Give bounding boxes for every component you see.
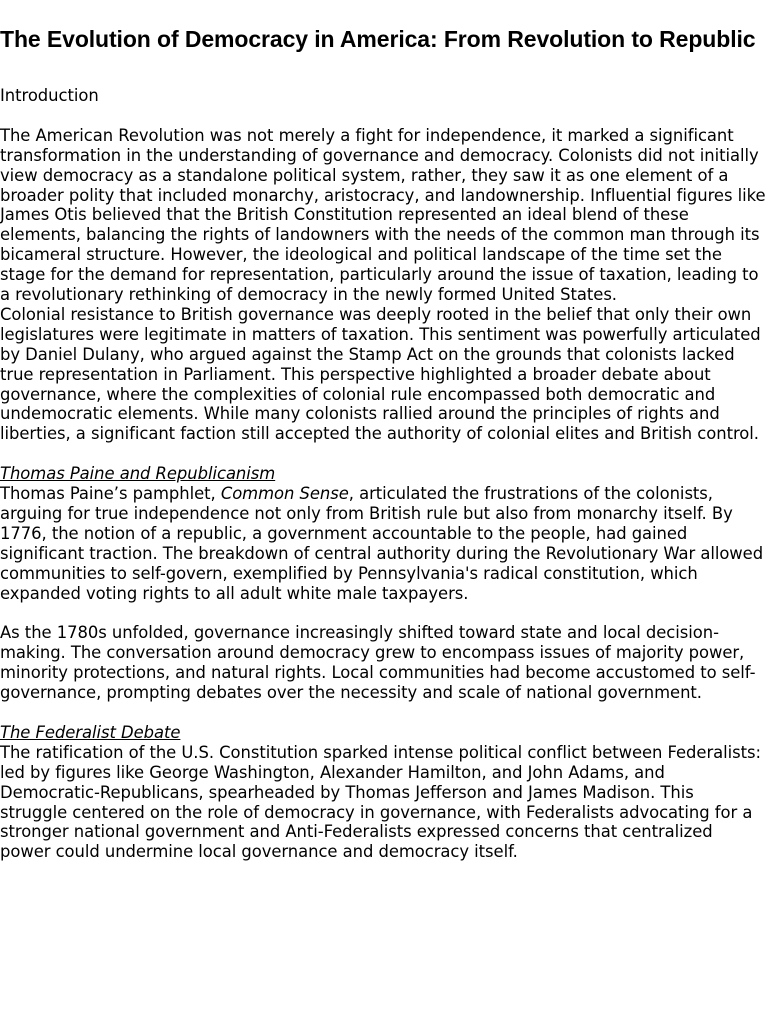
paine-text-before: Thomas Paine’s pamphlet, [0, 484, 221, 504]
section-heading-federalist: The Federalist Debate [0, 722, 181, 742]
intro-heading: Introduction [0, 86, 99, 105]
spacer [0, 604, 766, 624]
paine-paragraph-1 [0, 484, 766, 603]
intro-paragraph-1: The American Revolution was not merely a fight for independence, it marked a significant transformation in the understanding of governance and democracy. Colonists did not initially view democracy as a standalone political system, rather, they saw it as one element of a broader polity that included monarchy, aristocracy, and landownership. Influential figures like James Otis believed that the British Constitution represented an ideal blend of these elements, balancing the rights of landowners with the needs of the common man through its bicameral structure. However, the ideological and political landscape of the time set the stage for the demand for representation, particularly around the issue of taxation, leading to a revolutionary rethinking of democracy in the newly formed United States. [0, 125, 766, 305]
document-body [0, 86, 766, 862]
section-heading-paine: Thomas Paine and Republicanism [0, 464, 276, 484]
spacer [0, 444, 766, 464]
intro-paragraph-2: Colonial resistance to British governance was deeply rooted in the belief that only their own legislatures were legitimate in matters of taxation. This sentiment was powerfully articulated by Daniel Dulany, who argued against the Stamp Act on the grounds that colonists lacked true representation in Parliament. This perspective highlighted a broader debate about governance, where the complexities of colonial rule encompassed both democratic and undemocratic elements. While many colonists rallied around the principles of rights and liberties, a significant faction still accepted the authority of colonial elites and British control. [0, 304, 761, 444]
paine-paragraph-2: As the 1780s unfolded, governance increasingly shifted toward state and local decision-making. The conversation around democracy grew to encompass issues of majority power, minority protections, and natural rights. Local communities had become accustomed to self-governance, prompting debates over the necessity and scale of national government. [0, 623, 756, 703]
spacer [0, 106, 766, 126]
spacer [0, 703, 766, 723]
federalist-paragraph-1: The ratification of the U.S. Constitution sparked intense political conflict between Federalists: led by figures like George Washington, Alexander Hamilton, and John Adams, and Democratic-Republicans, spearheaded by Thomas Jefferson and James Madison. This struggle centered on the role of democracy in governance, with Federalists advocating for a stronger national government and Anti-Federalists expressed concerns that centralized power could undermine local governance and democracy itself. [0, 742, 761, 862]
document-title: The Evolution of Democracy in America: From Revolution to Republic [0, 26, 756, 52]
common-sense-title: Common Sense [220, 484, 349, 504]
paine-text-after: , articulated the frustrations of the colonists, arguing for true independence not only from British rule but also from monarchy itself. By 1776, the notion of a republic, a government accountable to the people, had gained significant traction. The breakdown of central authority during the Revolutionary War allowed communities to self-govern, exemplified by Pennsylvania's radical constitution, which expanded voting rights to all adult white male taxpayers. [0, 484, 764, 603]
